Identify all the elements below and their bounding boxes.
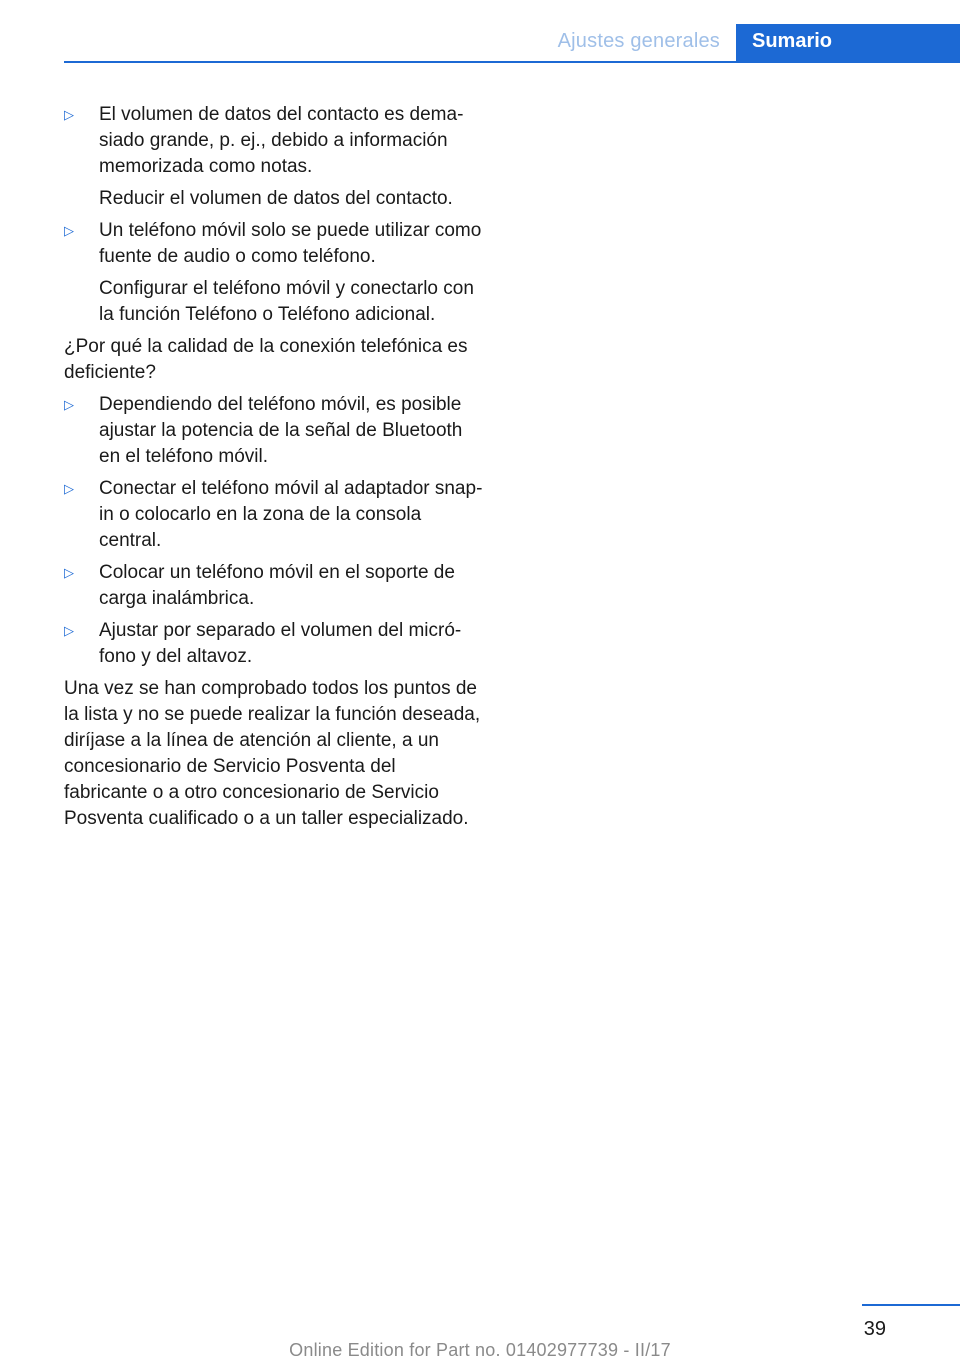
triangle-bullet-icon: ▷ [64,481,74,496]
bullet-text: El volumen de datos del contacto es demasiado grande, p. ej., debido a información memorizada como notas. [99,104,464,177]
bullet-text: Dependiendo del teléfono móvil, es posible ajustar la potencia de la señal de Bluetooth en el teléfono móvil. [99,394,463,467]
list-item [64,102,484,212]
list-item [64,392,484,470]
bullet-text: Colocar un teléfono móvil en el soporte de carga inalámbrica. [99,562,455,609]
closing-paragraph: Una vez se han comprobado todos los puntos de la lista y no se puede realizar la función deseada, diríjase a la línea de atención al cliente, a un concesionario de Servicio Posventa del fabricante o a otro concesionario de Servicio Posventa cualificado o a un taller especializado. [64,678,481,829]
header-divider [64,61,960,63]
list-item [64,218,484,328]
bullet-remedy-text: Configurar el teléfono móvil y conectarlo con la función Teléfono o Teléfono adicional. [99,278,474,325]
triangle-bullet-icon: ▷ [64,397,74,412]
page-number: 39 [863,1318,886,1340]
bullet-remedy-text: Reducir el volumen de datos del contacto. [99,188,453,209]
header-tab-sumario[interactable] [736,24,960,62]
footer-divider [862,1304,960,1306]
triangle-bullet-icon: ▷ [64,107,74,122]
list-item [64,560,484,612]
list-item [64,476,484,554]
page-header [0,24,960,62]
triangle-bullet-icon: ▷ [64,623,74,638]
question-paragraph: ¿Por qué la calidad de la conexión telefónica es deficiente? [64,336,468,383]
main-content [64,102,484,838]
triangle-bullet-icon: ▷ [64,223,74,238]
header-tab-label: Sumario [752,30,833,52]
header-section-title[interactable]: Ajustes generales [557,30,720,52]
bullet-text: Conectar el teléfono móvil al adaptador snap-in o colocarlo en la zona de la consola central. [99,478,483,551]
triangle-bullet-icon: ▷ [64,565,74,580]
bullet-text: Un teléfono móvil solo se puede utilizar como fuente de audio o como teléfono. [99,220,482,267]
bullet-text: Ajustar por separado el volumen del micrófono y del altavoz. [99,620,462,667]
edition-footer: Online Edition for Part no. 01402977739 - II/17 [289,1340,671,1360]
list-item [64,618,484,670]
